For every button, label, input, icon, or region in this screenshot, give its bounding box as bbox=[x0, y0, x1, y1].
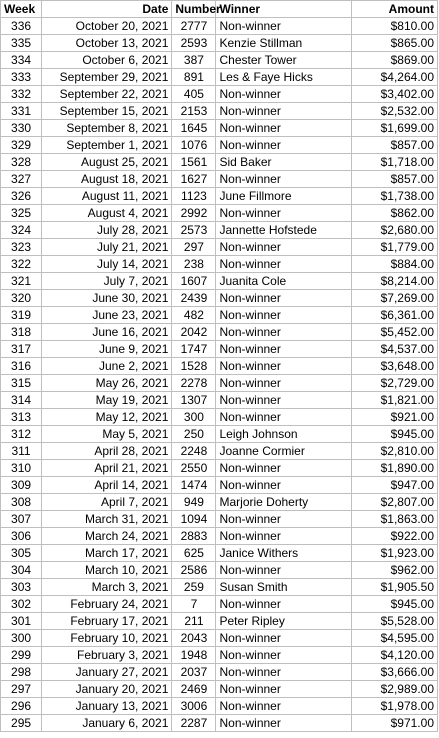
date-cell[interactable]: September 22, 2021 bbox=[42, 86, 172, 103]
amount-cell[interactable]: $2,532.00 bbox=[351, 103, 437, 120]
winner-cell[interactable]: Sid Baker bbox=[216, 154, 351, 171]
date-cell[interactable]: May 12, 2021 bbox=[42, 409, 172, 426]
number-cell[interactable]: 2593 bbox=[172, 35, 216, 52]
amount-cell[interactable]: $2,680.00 bbox=[351, 222, 437, 239]
date-cell[interactable]: June 30, 2021 bbox=[42, 290, 172, 307]
week-cell[interactable]: 314 bbox=[1, 392, 42, 409]
winner-cell[interactable]: Chester Tower bbox=[216, 52, 351, 69]
table-row bbox=[1, 52, 438, 69]
number-cell[interactable]: 2278 bbox=[172, 375, 216, 392]
week-cell[interactable]: 316 bbox=[1, 358, 42, 375]
winner-cell[interactable]: Non-winner bbox=[216, 392, 351, 409]
table-row bbox=[1, 613, 438, 630]
table-row bbox=[1, 528, 438, 545]
winner-cell[interactable]: Non-winner bbox=[216, 596, 351, 613]
table-row bbox=[1, 154, 438, 171]
winner-cell[interactable]: Joanne Cormier bbox=[216, 443, 351, 460]
number-cell[interactable]: 1747 bbox=[172, 341, 216, 358]
number-cell[interactable]: 1645 bbox=[172, 120, 216, 137]
date-cell[interactable]: February 3, 2021 bbox=[42, 647, 172, 664]
number-cell[interactable]: 1474 bbox=[172, 477, 216, 494]
table-row bbox=[1, 18, 438, 35]
table-row bbox=[1, 239, 438, 256]
amount-cell[interactable]: $3,666.00 bbox=[351, 664, 437, 681]
number-column-header[interactable]: Number bbox=[172, 1, 216, 18]
number-cell[interactable]: 211 bbox=[172, 613, 216, 630]
winner-cell[interactable]: Non-winner bbox=[216, 324, 351, 341]
amount-cell[interactable]: $857.00 bbox=[351, 137, 437, 154]
winner-cell[interactable]: Non-winner bbox=[216, 256, 351, 273]
date-column-header[interactable]: Date bbox=[42, 1, 172, 18]
week-cell[interactable]: 330 bbox=[1, 120, 42, 137]
table-row bbox=[1, 545, 438, 562]
number-cell[interactable]: 7 bbox=[172, 596, 216, 613]
amount-cell[interactable]: $2,989.00 bbox=[351, 681, 437, 698]
winner-cell[interactable]: Non-winner bbox=[216, 358, 351, 375]
number-cell[interactable]: 250 bbox=[172, 426, 216, 443]
week-cell[interactable]: 301 bbox=[1, 613, 42, 630]
week-cell[interactable]: 328 bbox=[1, 154, 42, 171]
number-cell[interactable]: 2573 bbox=[172, 222, 216, 239]
table-row bbox=[1, 273, 438, 290]
date-cell[interactable]: April 21, 2021 bbox=[42, 460, 172, 477]
table-row bbox=[1, 69, 438, 86]
number-cell[interactable]: 625 bbox=[172, 545, 216, 562]
winner-cell[interactable]: Non-winner bbox=[216, 477, 351, 494]
table-row bbox=[1, 205, 438, 222]
table-row bbox=[1, 698, 438, 715]
amount-cell[interactable]: $1,718.00 bbox=[351, 154, 437, 171]
date-cell[interactable]: June 16, 2021 bbox=[42, 324, 172, 341]
week-cell[interactable]: 303 bbox=[1, 579, 42, 596]
week-cell[interactable]: 323 bbox=[1, 239, 42, 256]
date-cell[interactable]: March 31, 2021 bbox=[42, 511, 172, 528]
date-cell[interactable]: July 21, 2021 bbox=[42, 239, 172, 256]
winner-cell[interactable]: Leigh Johnson bbox=[216, 426, 351, 443]
date-cell[interactable]: July 14, 2021 bbox=[42, 256, 172, 273]
week-cell[interactable]: 334 bbox=[1, 52, 42, 69]
winner-cell[interactable]: Non-winner bbox=[216, 18, 351, 35]
week-cell[interactable]: 313 bbox=[1, 409, 42, 426]
table-row bbox=[1, 290, 438, 307]
date-cell[interactable]: August 11, 2021 bbox=[42, 188, 172, 205]
number-cell[interactable]: 238 bbox=[172, 256, 216, 273]
winner-cell[interactable]: Juanita Cole bbox=[216, 273, 351, 290]
amount-cell[interactable]: $922.00 bbox=[351, 528, 437, 545]
week-cell[interactable]: 325 bbox=[1, 205, 42, 222]
date-cell[interactable]: August 18, 2021 bbox=[42, 171, 172, 188]
table-row bbox=[1, 664, 438, 681]
number-cell[interactable]: 3006 bbox=[172, 698, 216, 715]
table-row bbox=[1, 426, 438, 443]
date-cell[interactable]: April 7, 2021 bbox=[42, 494, 172, 511]
number-cell[interactable]: 2042 bbox=[172, 324, 216, 341]
winner-cell[interactable]: Non-winner bbox=[216, 86, 351, 103]
number-cell[interactable]: 259 bbox=[172, 579, 216, 596]
winner-cell[interactable]: Non-winner bbox=[216, 205, 351, 222]
date-cell[interactable]: October 20, 2021 bbox=[42, 18, 172, 35]
number-cell[interactable]: 300 bbox=[172, 409, 216, 426]
table-row bbox=[1, 358, 438, 375]
date-cell[interactable]: June 23, 2021 bbox=[42, 307, 172, 324]
number-cell[interactable]: 2439 bbox=[172, 290, 216, 307]
number-cell[interactable]: 1561 bbox=[172, 154, 216, 171]
winner-cell[interactable]: Non-winner bbox=[216, 171, 351, 188]
date-cell[interactable]: May 5, 2021 bbox=[42, 426, 172, 443]
week-cell[interactable]: 318 bbox=[1, 324, 42, 341]
week-cell[interactable]: 326 bbox=[1, 188, 42, 205]
date-cell[interactable]: January 6, 2021 bbox=[42, 715, 172, 732]
table-row bbox=[1, 477, 438, 494]
number-cell[interactable]: 1528 bbox=[172, 358, 216, 375]
winner-cell[interactable]: Kenzie Stillman bbox=[216, 35, 351, 52]
amount-column-header[interactable]: Amount bbox=[351, 1, 437, 18]
week-cell[interactable]: 298 bbox=[1, 664, 42, 681]
winner-cell[interactable]: Non-winner bbox=[216, 120, 351, 137]
winner-cell[interactable]: Janice Withers bbox=[216, 545, 351, 562]
number-cell[interactable]: 2248 bbox=[172, 443, 216, 460]
amount-cell[interactable]: $865.00 bbox=[351, 35, 437, 52]
date-cell[interactable]: October 6, 2021 bbox=[42, 52, 172, 69]
number-cell[interactable]: 1607 bbox=[172, 273, 216, 290]
winner-cell[interactable]: Non-winner bbox=[216, 341, 351, 358]
amount-cell[interactable]: $4,120.00 bbox=[351, 647, 437, 664]
number-cell[interactable]: 2883 bbox=[172, 528, 216, 545]
number-cell[interactable]: 1307 bbox=[172, 392, 216, 409]
week-cell[interactable]: 304 bbox=[1, 562, 42, 579]
winner-cell[interactable]: Non-winner bbox=[216, 528, 351, 545]
date-cell[interactable]: February 10, 2021 bbox=[42, 630, 172, 647]
winner-cell[interactable]: Non-winner bbox=[216, 375, 351, 392]
week-cell[interactable]: 302 bbox=[1, 596, 42, 613]
date-cell[interactable]: January 27, 2021 bbox=[42, 664, 172, 681]
winner-cell[interactable]: Non-winner bbox=[216, 647, 351, 664]
table-row bbox=[1, 307, 438, 324]
week-cell[interactable]: 300 bbox=[1, 630, 42, 647]
week-column-header[interactable]: Week bbox=[1, 1, 42, 18]
date-cell[interactable]: July 28, 2021 bbox=[42, 222, 172, 239]
table-row bbox=[1, 256, 438, 273]
date-cell[interactable]: September 8, 2021 bbox=[42, 120, 172, 137]
week-cell[interactable]: 324 bbox=[1, 222, 42, 239]
date-cell[interactable]: August 4, 2021 bbox=[42, 205, 172, 222]
number-cell[interactable]: 1627 bbox=[172, 171, 216, 188]
amount-cell[interactable]: $4,264.00 bbox=[351, 69, 437, 86]
number-cell[interactable]: 2153 bbox=[172, 103, 216, 120]
winner-cell[interactable]: June Fillmore bbox=[216, 188, 351, 205]
number-cell[interactable]: 2777 bbox=[172, 18, 216, 35]
amount-cell[interactable]: $1,978.00 bbox=[351, 698, 437, 715]
date-cell[interactable]: April 14, 2021 bbox=[42, 477, 172, 494]
winner-cell[interactable]: Non-winner bbox=[216, 307, 351, 324]
amount-cell[interactable]: $7,269.00 bbox=[351, 290, 437, 307]
amount-cell[interactable]: $884.00 bbox=[351, 256, 437, 273]
table-row bbox=[1, 443, 438, 460]
date-cell[interactable]: February 24, 2021 bbox=[42, 596, 172, 613]
number-cell[interactable]: 949 bbox=[172, 494, 216, 511]
week-cell[interactable]: 336 bbox=[1, 18, 42, 35]
table-row bbox=[1, 103, 438, 120]
date-cell[interactable]: April 28, 2021 bbox=[42, 443, 172, 460]
week-cell[interactable]: 315 bbox=[1, 375, 42, 392]
date-cell[interactable]: October 13, 2021 bbox=[42, 35, 172, 52]
number-cell[interactable]: 2043 bbox=[172, 630, 216, 647]
amount-cell[interactable]: $962.00 bbox=[351, 562, 437, 579]
winner-cell[interactable]: Non-winner bbox=[216, 715, 351, 732]
amount-cell[interactable]: $810.00 bbox=[351, 18, 437, 35]
table-row bbox=[1, 222, 438, 239]
amount-cell[interactable]: $945.00 bbox=[351, 596, 437, 613]
table-row bbox=[1, 341, 438, 358]
table-row bbox=[1, 596, 438, 613]
week-cell[interactable]: 310 bbox=[1, 460, 42, 477]
amount-cell[interactable]: $2,807.00 bbox=[351, 494, 437, 511]
amount-cell[interactable]: $3,402.00 bbox=[351, 86, 437, 103]
winner-cell[interactable]: Non-winner bbox=[216, 460, 351, 477]
amount-cell[interactable]: $5,452.00 bbox=[351, 324, 437, 341]
week-cell[interactable]: 332 bbox=[1, 86, 42, 103]
winner-cell[interactable]: Non-winner bbox=[216, 103, 351, 120]
amount-cell[interactable]: $857.00 bbox=[351, 171, 437, 188]
amount-cell[interactable]: $971.00 bbox=[351, 715, 437, 732]
week-cell[interactable]: 297 bbox=[1, 681, 42, 698]
amount-cell[interactable]: $2,810.00 bbox=[351, 443, 437, 460]
table-row bbox=[1, 511, 438, 528]
amount-cell[interactable]: $3,648.00 bbox=[351, 358, 437, 375]
week-cell[interactable]: 299 bbox=[1, 647, 42, 664]
winner-cell[interactable]: Non-winner bbox=[216, 511, 351, 528]
winner-cell[interactable]: Non-winner bbox=[216, 409, 351, 426]
table-row bbox=[1, 715, 438, 732]
table-row bbox=[1, 681, 438, 698]
table-row bbox=[1, 647, 438, 664]
amount-cell[interactable]: $6,361.00 bbox=[351, 307, 437, 324]
week-cell[interactable]: 307 bbox=[1, 511, 42, 528]
date-cell[interactable]: March 17, 2021 bbox=[42, 545, 172, 562]
number-cell[interactable]: 2037 bbox=[172, 664, 216, 681]
number-cell[interactable]: 2550 bbox=[172, 460, 216, 477]
date-cell[interactable]: February 17, 2021 bbox=[42, 613, 172, 630]
week-cell[interactable]: 295 bbox=[1, 715, 42, 732]
number-cell[interactable]: 1948 bbox=[172, 647, 216, 664]
amount-cell[interactable]: $945.00 bbox=[351, 426, 437, 443]
amount-cell[interactable]: $869.00 bbox=[351, 52, 437, 69]
table-row bbox=[1, 562, 438, 579]
winner-cell[interactable]: Marjorie Doherty bbox=[216, 494, 351, 511]
table-row bbox=[1, 171, 438, 188]
table-row bbox=[1, 460, 438, 477]
winner-column-header[interactable]: Winner bbox=[216, 1, 351, 18]
table-row bbox=[1, 392, 438, 409]
amount-cell[interactable]: $1,863.00 bbox=[351, 511, 437, 528]
number-cell[interactable]: 297 bbox=[172, 239, 216, 256]
number-cell[interactable]: 387 bbox=[172, 52, 216, 69]
amount-cell[interactable]: $862.00 bbox=[351, 205, 437, 222]
week-cell[interactable]: 317 bbox=[1, 341, 42, 358]
date-cell[interactable]: March 24, 2021 bbox=[42, 528, 172, 545]
winner-cell[interactable]: Peter Ripley bbox=[216, 613, 351, 630]
amount-cell[interactable]: $2,729.00 bbox=[351, 375, 437, 392]
number-cell[interactable]: 2586 bbox=[172, 562, 216, 579]
number-cell[interactable]: 1076 bbox=[172, 137, 216, 154]
amount-cell[interactable]: $5,528.00 bbox=[351, 613, 437, 630]
amount-cell[interactable]: $4,595.00 bbox=[351, 630, 437, 647]
table-row bbox=[1, 120, 438, 137]
date-cell[interactable]: March 10, 2021 bbox=[42, 562, 172, 579]
table-row bbox=[1, 137, 438, 154]
week-cell[interactable]: 312 bbox=[1, 426, 42, 443]
winner-cell[interactable]: Non-winner bbox=[216, 290, 351, 307]
week-cell[interactable]: 335 bbox=[1, 35, 42, 52]
number-cell[interactable]: 891 bbox=[172, 69, 216, 86]
amount-cell[interactable]: $1,821.00 bbox=[351, 392, 437, 409]
week-cell[interactable]: 305 bbox=[1, 545, 42, 562]
number-cell[interactable]: 1123 bbox=[172, 188, 216, 205]
winner-cell[interactable]: Non-winner bbox=[216, 630, 351, 647]
date-cell[interactable]: July 7, 2021 bbox=[42, 273, 172, 290]
amount-cell[interactable]: $1,738.00 bbox=[351, 188, 437, 205]
number-cell[interactable]: 1094 bbox=[172, 511, 216, 528]
table-row bbox=[1, 630, 438, 647]
week-cell[interactable]: 327 bbox=[1, 171, 42, 188]
amount-cell[interactable]: $8,214.00 bbox=[351, 273, 437, 290]
amount-cell[interactable]: $1,699.00 bbox=[351, 120, 437, 137]
number-cell[interactable]: 2992 bbox=[172, 205, 216, 222]
amount-cell[interactable]: $4,537.00 bbox=[351, 341, 437, 358]
winner-cell[interactable]: Non-winner bbox=[216, 664, 351, 681]
date-cell[interactable]: August 25, 2021 bbox=[42, 154, 172, 171]
week-cell[interactable]: 329 bbox=[1, 137, 42, 154]
winner-cell[interactable]: Non-winner bbox=[216, 698, 351, 715]
date-cell[interactable]: June 2, 2021 bbox=[42, 358, 172, 375]
table-row bbox=[1, 35, 438, 52]
week-cell[interactable]: 319 bbox=[1, 307, 42, 324]
amount-cell[interactable]: $921.00 bbox=[351, 409, 437, 426]
winner-cell[interactable]: Non-winner bbox=[216, 562, 351, 579]
date-cell[interactable]: March 3, 2021 bbox=[42, 579, 172, 596]
date-cell[interactable]: September 29, 2021 bbox=[42, 69, 172, 86]
table-body bbox=[1, 18, 438, 732]
date-cell[interactable]: May 19, 2021 bbox=[42, 392, 172, 409]
winner-cell[interactable]: Jannette Hofstede bbox=[216, 222, 351, 239]
week-cell[interactable]: 306 bbox=[1, 528, 42, 545]
date-cell[interactable]: May 26, 2021 bbox=[42, 375, 172, 392]
week-cell[interactable]: 320 bbox=[1, 290, 42, 307]
table-row bbox=[1, 188, 438, 205]
table-row bbox=[1, 375, 438, 392]
table-row bbox=[1, 579, 438, 596]
amount-cell[interactable]: $1,905.50 bbox=[351, 579, 437, 596]
week-cell[interactable]: 311 bbox=[1, 443, 42, 460]
winner-cell[interactable]: Non-winner bbox=[216, 681, 351, 698]
amount-cell[interactable]: $947.00 bbox=[351, 477, 437, 494]
week-cell[interactable]: 321 bbox=[1, 273, 42, 290]
week-cell[interactable]: 331 bbox=[1, 103, 42, 120]
winner-cell[interactable]: Non-winner bbox=[216, 137, 351, 154]
table-row bbox=[1, 86, 438, 103]
week-cell[interactable]: 322 bbox=[1, 256, 42, 273]
week-cell[interactable]: 309 bbox=[1, 477, 42, 494]
number-cell[interactable]: 482 bbox=[172, 307, 216, 324]
table-row bbox=[1, 494, 438, 511]
week-cell[interactable]: 308 bbox=[1, 494, 42, 511]
header-row bbox=[1, 1, 438, 18]
date-cell[interactable]: January 13, 2021 bbox=[42, 698, 172, 715]
amount-cell[interactable]: $1,779.00 bbox=[351, 239, 437, 256]
amount-cell[interactable]: $1,923.00 bbox=[351, 545, 437, 562]
date-cell[interactable]: January 20, 2021 bbox=[42, 681, 172, 698]
number-cell[interactable]: 2287 bbox=[172, 715, 216, 732]
date-cell[interactable]: September 15, 2021 bbox=[42, 103, 172, 120]
winner-cell[interactable]: Non-winner bbox=[216, 239, 351, 256]
winner-cell[interactable]: Susan Smith bbox=[216, 579, 351, 596]
week-cell[interactable]: 296 bbox=[1, 698, 42, 715]
week-cell[interactable]: 333 bbox=[1, 69, 42, 86]
number-cell[interactable]: 2469 bbox=[172, 681, 216, 698]
winner-cell[interactable]: Les & Faye Hicks bbox=[216, 69, 351, 86]
table-row bbox=[1, 409, 438, 426]
date-cell[interactable]: September 1, 2021 bbox=[42, 137, 172, 154]
number-cell[interactable]: 405 bbox=[172, 86, 216, 103]
table-row bbox=[1, 324, 438, 341]
date-cell[interactable]: June 9, 2021 bbox=[42, 341, 172, 358]
amount-cell[interactable]: $1,890.00 bbox=[351, 460, 437, 477]
